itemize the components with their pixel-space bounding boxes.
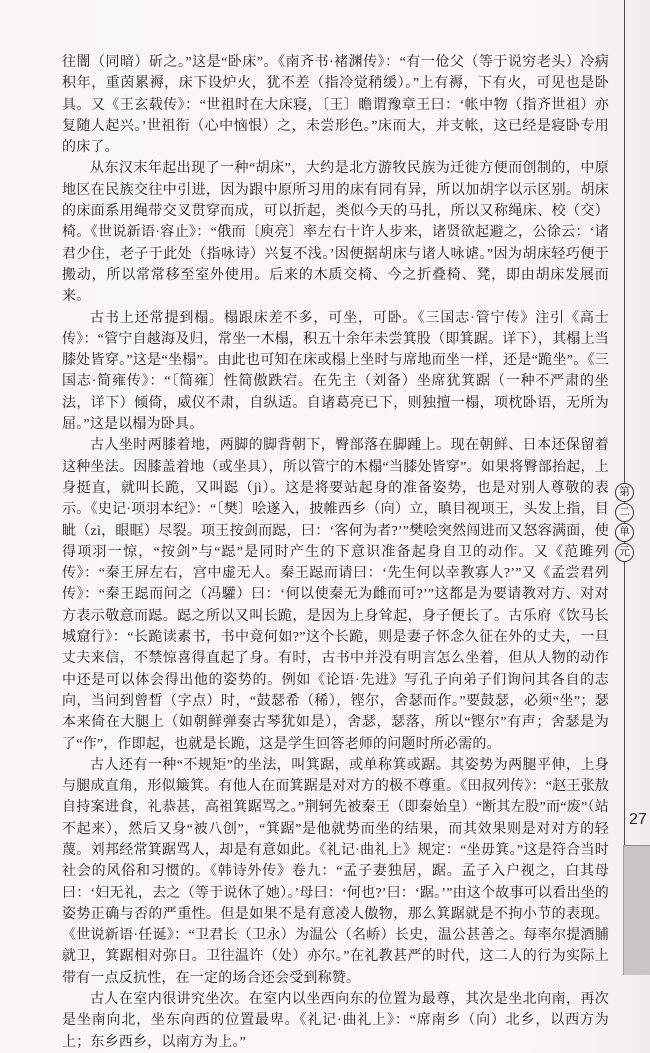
unit-marker-char: 单	[615, 523, 634, 542]
unit-marker	[615, 483, 634, 562]
paragraph: 从东汉末年起出现了一种“胡床”，大约是北方游牧民族为迁徙方便而创制的，中原地区在民族交往中引进，因为跟中原所习用的床有同有异，所以加胡字以示区别。胡床的床面系用绳带交叉贯穿而成，可以折起，类似今天的马扎，所以又称绳床、校（交）椅。《世说新语·容止》：“俄而〔庾亮〕率左右十许人步来，诸贤欲起避之，公徐云：‘诸君少住，老子于此处（指咏诗）兴复不浅。’因便据胡床与诸人咏谑。”因为胡床轻巧便于搬动，所以常常移至室外使用。后来的木质交椅、今之折叠椅、凳，即由胡床发展而来。	[62, 161, 609, 305]
paragraph: 古书上还常提到榻。榻跟床差不多，可坐，可卧。《三国志·管宁传》注引《高士传》：“管宁自越海及归，常坐一木榻，积五十余年未尝箕股（即箕踞。详下），其榻上当膝处皆穿。”这是“坐榻”。由此也可知在床或榻上坐时与席地而坐一样，还是“跪坐”。《三国志·简雍传》：“〔简雍〕性简傲跌宕。在先主（刘备）坐席犹箕踞（一种不严肃的坐法，详下）倾倚，威仪不肃，自纵适。自诸葛亮已下，则独擅一榻，项枕卧语，无所为屈。”这是以榻为卧具。	[62, 310, 609, 433]
paragraph: 古人坐时两膝着地，两脚的脚背朝下，臀部落在脚踵上。现在朝鲜、日本还保留着这种坐法。因膝盖着地（或坐具），所以管宁的木榻“当膝处皆穿”。如果将臀部抬起，上身挺直，就叫长跪，又叫跽（jì）。这是将要站起身的准备姿势，也是对别人尊敬的表示。《史记·项羽本纪》：“〔樊〕哙遂入，披帷西乡（向）立，瞋目视项王，头发上指，目眦（zì，眼眶）尽裂。项王按剑而跽，曰：‘客何为者?’”樊哙突然闯进而又怒容满面，使得项羽一惊，“按剑”与“跽”是同时产生的下意识准备起身自卫的动作。又《范雎列传》：“秦王屏左右，宫中虚无人。秦王跽而请曰：‘先生何以幸教寡人?’”又《孟尝君列传》：“秦王跽而问之（冯驩）曰：‘何以使秦无为雌而可?’”这都是为要请教对方、对对方表示敬意而跽。跽之所以又叫长跪，是因为上身耸起，身子便长了。古乐府《饮马长城窟行》：“长跪读素书，书中竟何如?”这个长跪，则是妻子怀念久征在外的丈夫，一旦丈夫来信，不禁惊喜得直起了身。有时，古书中并没有明言怎么坐着，但从人物的动作中还是可以体会得出他的姿势的。例如《论语·先进》写孔子向弟子们询问其各自的志向，当问到曾晳（字点）时，“鼓瑟希（稀），铿尔，舍瑟而作。”要鼓瑟，必须“坐”；瑟本来倚在大腿上（如朝鲜弹奏古琴犹如是），舍瑟，瑟落，所以“铿尔”有声；舍瑟是为了“作”，作即起，也就是长跪，这是学生回答老师的问题时所必需的。	[62, 438, 609, 752]
unit-marker-char: 元	[615, 543, 634, 562]
unit-marker-char: 二	[615, 503, 634, 522]
page-number: 27	[629, 811, 647, 828]
paragraph: 往闇（同暗）斫之。”这是“卧床”。《南齐书·褚渊传》：“有一伧父（等于说穷老头）冷病积年，重茵累褥，床下设炉火，犹不差（指冷觉稍缓）。”上有褥，下有火，可见也是卧具。又《王玄载传》：“世祖时在大床寝，〔王〕瞻谓豫章王曰：‘帐中物（指齐世祖）亦复随人起兴。’世祖衔（心中恼恨）之，未尝形色。”床而大，并支帐，这已经是寝卧专用的床了。	[62, 55, 609, 156]
body-text	[62, 52, 609, 1053]
paragraph: 古人还有一种“不规矩”的坐法，叫箕踞，或单称箕或踞。其姿势为两腿平伸，上身与腿成直角，形似簸箕。有他人在而箕踞是对对方的极不尊重。《田叔列传》：“赵王张敖自持案进食，礼恭甚，高祖箕踞骂之。”荆轲先被秦王（即秦始皇）“断其左股”而“废”（站不起来），然后又身“被八创”，“箕踞”是他就势而坐的结果，而其效果则是对对方的轻蔑。刘邦经常箕踞骂人，却是有意如此。《礼记·曲礼上》规定：“坐毋箕。”这是符合当时社会的风俗和习惯的。《韩诗外传》卷九：“孟子妻独居，踞。孟子入户视之，白其母曰：‘妇无礼，去之（等于说休了她）。’母曰：‘何也?’曰：‘踞。’”由这个故事可以看出坐的姿势正确与否的严重性。但是如果不是有意凌人傲物，那么箕踞就是不拘小节的表现。《世说新语·任诞》：“卫君长（卫永）为温公（名峤）长史，温公甚善之。每率尔提酒脯就卫，箕踞相对弥日。卫往温许（处）亦尔。”在礼教甚严的时代，这二人的行为实际上带有一点反抗性，在一定的场合还会受到称赞。	[62, 757, 609, 986]
page-edge-tab	[623, 845, 650, 975]
margin-divider-rule	[624, 0, 625, 846]
unit-marker-char: 第	[615, 483, 634, 502]
paragraph: 古人在室内很讲究坐次。在室内以坐西向东的位置为最尊，其次是坐北向南，再次是坐南向北，坐东向西的位置最卑。《礼记·曲礼上》：“席南乡（向）北乡，以西方为上；东乡西乡，以南方为上。”	[62, 992, 609, 1050]
